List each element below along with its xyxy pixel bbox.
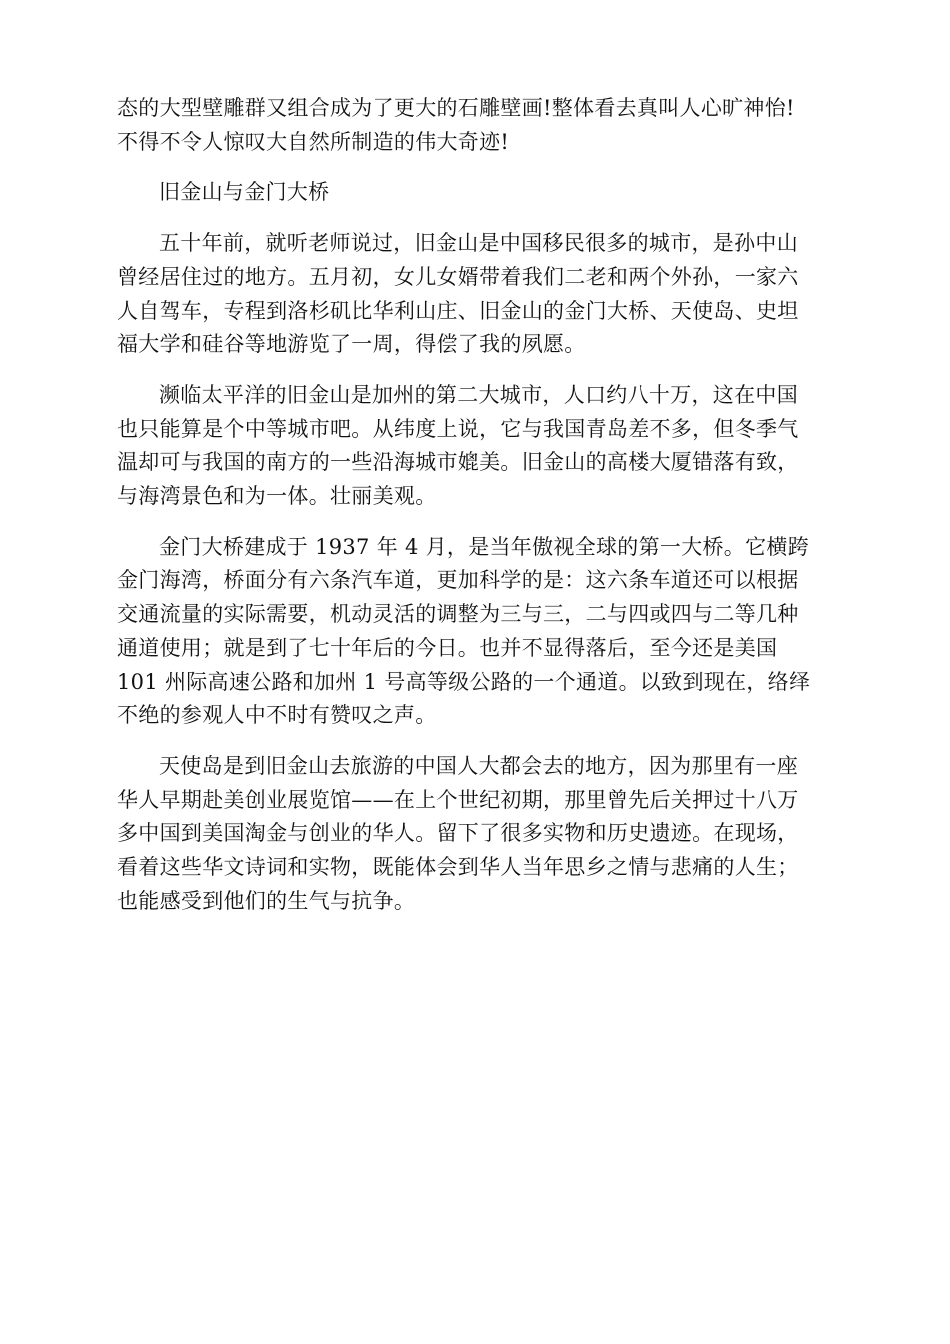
text-line: 不得不令人惊叹大自然所制造的伟大奇迹! [117,129,510,154]
text-line: 华人早期赴美创业展览馆——在上个世纪初期，那里曾先后关押过十八万 [117,787,799,812]
text-line: 福大学和硅谷等地游览了一周，得偿了我的夙愿。 [117,332,586,357]
text-line: 金门大桥建成于 1937 年 4 月，是当年傲视全球的第一大桥。它横跨 [159,534,810,559]
paragraph-city [117,379,837,514]
text-line: 天使岛是到旧金山去旅游的中国人大都会去的地方，因为那里有一座 [159,753,798,778]
text-line: 也只能算是个中等城市吧。从纬度上说，它与我国青岛差不多，但冬季气 [117,416,799,441]
paragraph-angel-island [117,750,837,919]
paragraph-history [117,227,837,362]
text-line: 人自驾车，专程到洛杉矶比华利山庄、旧金山的金门大桥、天使岛、史坦 [117,298,799,323]
paragraph-bridge [117,531,837,733]
text-line: 通道使用；就是到了七十年后的今日。也并不显得落后，至今还是美国 [117,635,778,660]
intro-paragraph [117,92,837,159]
article-body [117,92,837,918]
text-line: 交通流量的实际需要，机动灵活的调整为三与三，二与四或四与二等几种 [117,602,799,627]
text-line: 温却可与我国的南方的一些沿海城市媲美。旧金山的高楼大厦错落有致， [117,450,799,475]
text-line: 五十年前，就听老师说过，旧金山是中国移民很多的城市，是孙中山 [159,231,798,256]
section-title: 旧金山与金门大桥 [159,180,330,205]
text-line: 101 州际高速公路和加州 1 号高等级公路的一个通道。以致到现在，络绎 [117,669,811,694]
text-line: 多中国到美国淘金与创业的华人。留下了很多实物和历史遗迹。在现场， [117,821,799,846]
text-line: 看着这些华文诗词和实物，既能体会到华人当年思乡之情与悲痛的人生； [117,855,799,880]
text-line: 也能感受到他们的生气与抗争。 [117,888,416,913]
text-line: 不绝的参观人中不时有赞叹之声。 [117,703,437,728]
text-line: 濒临太平洋的旧金山是加州的第二大城市，人口约八十万，这在中国 [159,382,798,407]
text-line: 态的大型壁雕群又组合成为了更大的石雕壁画!整体看去真叫人心旷神怡! [117,96,795,120]
text-line: 与海湾景色和为一体。壮丽美观。 [117,484,437,509]
text-line: 曾经居住过的地方。五月初，女儿女婿带着我们二老和两个外孙，一家六 [117,264,799,289]
text-line: 金门海湾，桥面分有六条汽车道，更加科学的是：这六条车道还可以根据 [117,568,799,593]
